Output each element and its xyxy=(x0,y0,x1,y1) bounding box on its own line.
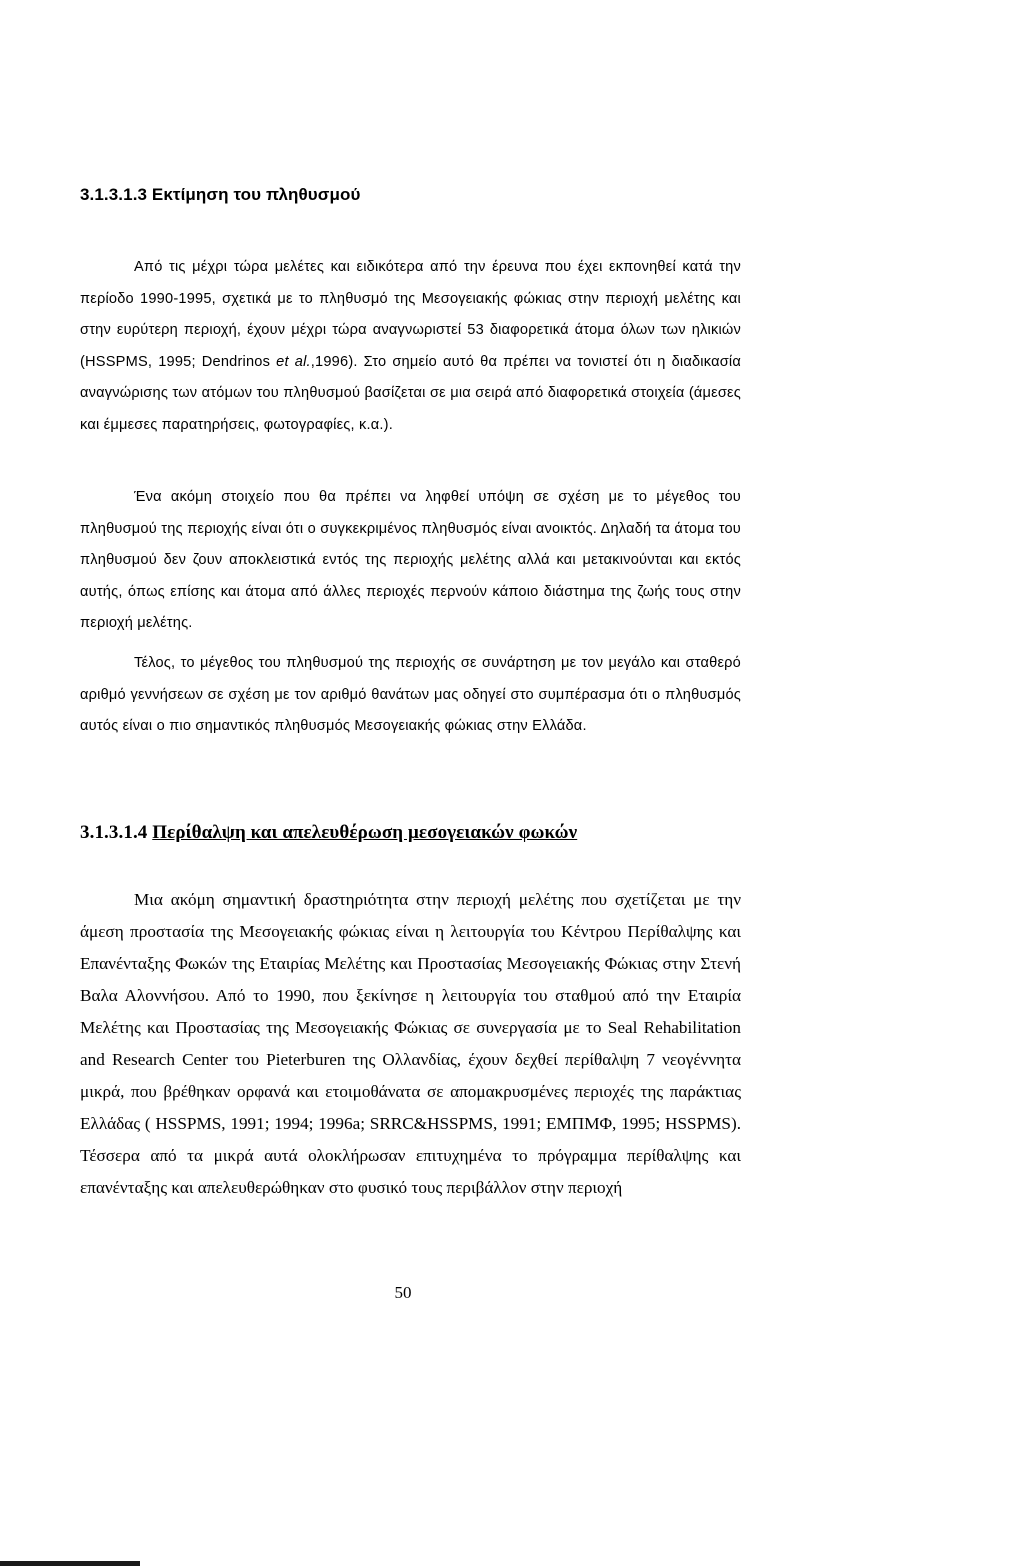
paragraph-population-identification xyxy=(80,252,741,441)
section-heading-population-estimate xyxy=(80,185,361,205)
paragraph-italic-text: et al. xyxy=(276,353,311,370)
section-title: Περίθαλψη και απελευθέρωση μεσογειακών φωκών xyxy=(152,822,578,843)
paragraph-text: Ένα ακόμη στοιχείο που θα πρέπει να ληφθεί υπόψη σε σχέση με το μέγεθος του πληθυσμού της περιοχής είναι ότι ο συγκεκριμένος πληθυσμός είναι ανοικτός. Δηλαδή τα άτομα του πληθυσμού δεν ζουν αποκλειστικά εντός της περιοχής μελέτης αλλά και μετακινούνται και εκτός αυτής, όπως επίσης και άτομα από άλλες περιοχές περνούν κάποιο διάστημα της ζωής τους στην περιοχή μελέτης. xyxy=(80,489,741,631)
section-number: 3.1.3.1.3 xyxy=(80,185,148,204)
page-number: 50 xyxy=(394,1283,412,1302)
section-title: Εκτίμηση του πληθυσμού xyxy=(151,185,361,204)
paragraph-open-population xyxy=(80,482,741,640)
section-number: 3.1.3.1.4 xyxy=(80,822,148,843)
paragraph-text-continued: ,1996). Στο σημείο αυτό θα πρέπει να τονιστεί ότι η διαδικασία αναγνώρισης των ατόμων του πληθυσμού βασίζεται σε μια σειρά από διαφορετικά στοιχεία (άμεσες και έμμεσες παρατηρήσεις, φωτογραφίες, κ.α.). xyxy=(80,353,741,433)
paragraph-text: Από τις μέχρι τώρα μελέτες και ειδικότερα από την έρευνα που έχει εκπονηθεί κατά την περίοδο 1990-1995, σχετικά με το πληθυσμό της Μεσογειακής φώκιας στην περιοχή μελέτης και στην ευρύτερη περιοχή, έχουν μέχρι τώρα αναγνωριστεί 53 διαφορετικά άτομα όλων των ηλικιών (HSSPMS, 1995; Dendrinos xyxy=(80,259,741,370)
paragraph-rehabilitation-center xyxy=(80,884,741,1204)
scan-edge-mark xyxy=(0,1561,140,1566)
paragraph-conclusion xyxy=(80,648,741,743)
section-heading-seal-rehabilitation xyxy=(80,822,577,844)
paragraph-text: Τέλος, το μέγεθος του πληθυσμού της περιοχής σε συνάρτηση με τον μεγάλο και σταθερό αριθμό γεννήσεων σε σχέση με τον αριθμό θανάτων μας οδηγεί στο συμπέρασμα ότι ο πληθυσμός αυτός είναι ο πιο σημαντικός πληθυσμός Μεσογειακής φώκιας στην Ελλάδα. xyxy=(80,655,741,734)
paragraph-text: Μια ακόμη σημαντική δραστηριότητα στην περιοχή μελέτης που σχετίζεται με την άμεση προστασία της Μεσογειακής φώκιας είναι η λειτουργία του Κέντρου Περίθαλψης και Επανένταξης Φωκών της Εταιρίας Μελέτης και Προστασίας Μεσογειακής Φώκιας στην Στενή Βαλα Αλοννήσου. Από το 1990, που ξεκίνησε η λειτουργία του σταθμού από την Εταιρία Μελέτης και Προστασίας της Μεσογειακής Φώκιας σε συνεργασία με το Seal Rehabilitation and Research Center του Pieterburen της Ολλανδίας, έχουν δεχθεί περίθαλψη 7 νεογέννητα μικρά, που βρέθηκαν ορφανά και ετοιμοθάνατα σε απομακρυσμένες περιοχές της παράκτιας Ελλάδας ( HSSPMS, 1991; 1994; 1996a; SRRC&HSSPMS, 1991; ΕΜΠΜΦ, 1995; HSSPMS). Τέσσερα από τα μικρά αυτά ολοκλήρωσαν επιτυχημένα το πρόγραμμα περίθαλψης και επανένταξης και απελευθερώθηκαν στο φυσικό τους περιβάλλον στην περιοχή xyxy=(80,890,741,1197)
